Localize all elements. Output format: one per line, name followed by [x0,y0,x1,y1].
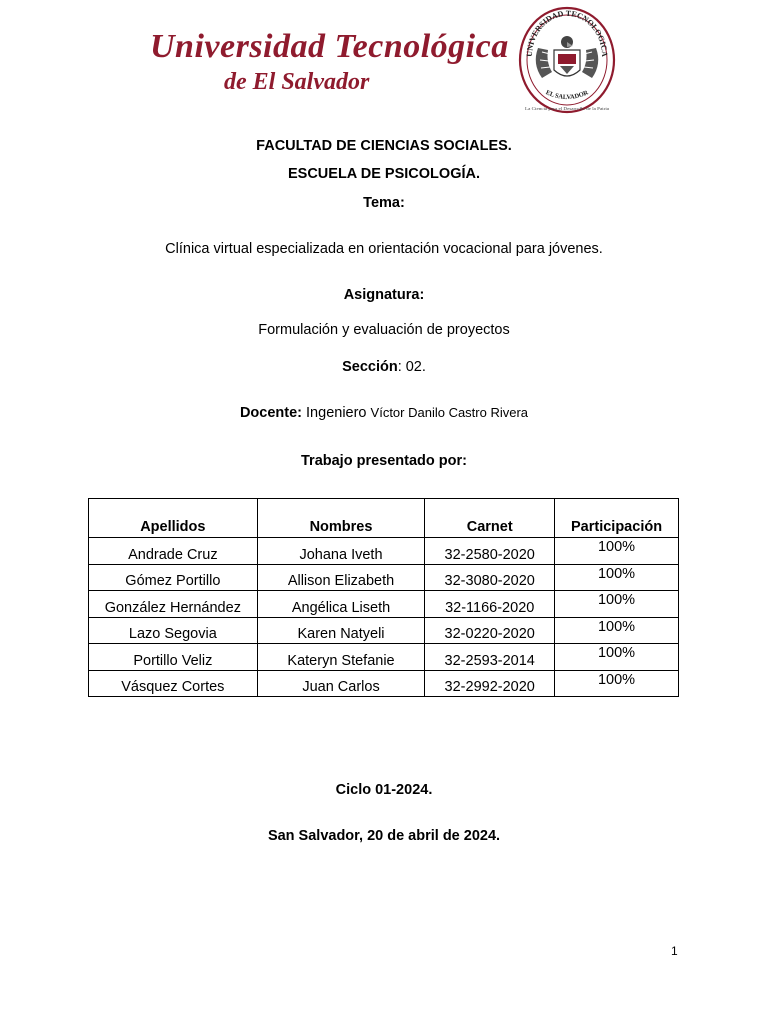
table-row [89,564,679,591]
presented-by-label: Trabajo presentado por: [301,453,467,469]
members-table [88,498,679,697]
section-label: Sección [342,359,398,375]
column-header-apellidos: Apellidos [89,499,258,538]
cell-nombres: Kateryn Stefanie [257,644,425,671]
table-row [89,670,679,697]
cell-nombres: Allison Elizabeth [257,564,425,591]
cell-participacion: 100% [555,670,679,697]
table-row [89,644,679,671]
cell-carnet: 32-2992-2020 [425,670,555,697]
cell-apellidos: Vásquez Cortes [89,670,258,697]
cell-carnet: 32-2580-2020 [425,538,555,565]
seal-top-text: UNIVERSIDAD TECNOLOGICA [524,8,610,57]
page-number: 1 [671,944,678,958]
cell-participacion: 100% [555,591,679,618]
table-row [89,538,679,565]
seal-motto-text: La Ciencia para el Desarrollo de la Patria [525,106,609,111]
place-date-text: San Salvador, 20 de abril de 2024. [267,828,501,844]
cell-carnet: 32-3080-2020 [425,564,555,591]
logo-line-1: Universidad Tecnológica [150,28,509,65]
cell-carnet: 32-0220-2020 [425,617,555,644]
teacher-title: Ingeniero [306,405,367,421]
cycle-text: Ciclo 01-2024. [335,782,433,798]
teacher-name: Víctor Danilo Castro Rivera [370,405,529,420]
cell-nombres: Juan Carlos [257,670,425,697]
cell-nombres: Angélica Liseth [257,591,425,618]
faculty-title: FACULTAD DE CIENCIAS SOCIALES. [256,138,512,154]
logo-line-2: de El Salvador [224,69,370,95]
university-seal-icon [518,6,616,114]
cell-apellidos: Gómez Portillo [89,564,258,591]
university-logo-wordmark [150,30,510,94]
cell-participacion: 100% [555,617,679,644]
cell-participacion: 100% [555,564,679,591]
teacher-line [0,405,768,421]
cell-apellidos: González Hernández [89,591,258,618]
cell-participacion: 100% [555,644,679,671]
table-row [89,591,679,618]
topic-label: Tema: [363,195,405,211]
cell-carnet: 32-2593-2014 [425,644,555,671]
column-header-nombres: Nombres [257,499,425,538]
table-header-row [89,499,679,538]
seal-bottom-text: EL SALVADOR [544,89,590,102]
column-header-carnet: Carnet [425,499,555,538]
cell-apellidos: Lazo Segovia [89,617,258,644]
column-header-participacion: Participación [555,499,679,538]
cell-carnet: 32-1166-2020 [425,591,555,618]
subject-text: Formulación y evaluación de proyectos [258,322,510,338]
cell-apellidos: Andrade Cruz [89,538,258,565]
school-title: ESCUELA DE PSICOLOGÍA. [287,166,480,182]
section-value: : 02. [397,359,426,375]
cell-nombres: Johana Iveth [257,538,425,565]
topic-text: Clínica virtual especializada en orientación vocacional para jóvenes. [165,241,603,257]
cell-apellidos: Portillo Veliz [89,644,258,671]
subject-label: Asignatura: [343,287,425,303]
cell-nombres: Karen Natyeli [257,617,425,644]
table-row [89,617,679,644]
teacher-label: Docente: [239,405,302,421]
section-line [0,359,768,375]
cell-participacion: 100% [555,538,679,565]
